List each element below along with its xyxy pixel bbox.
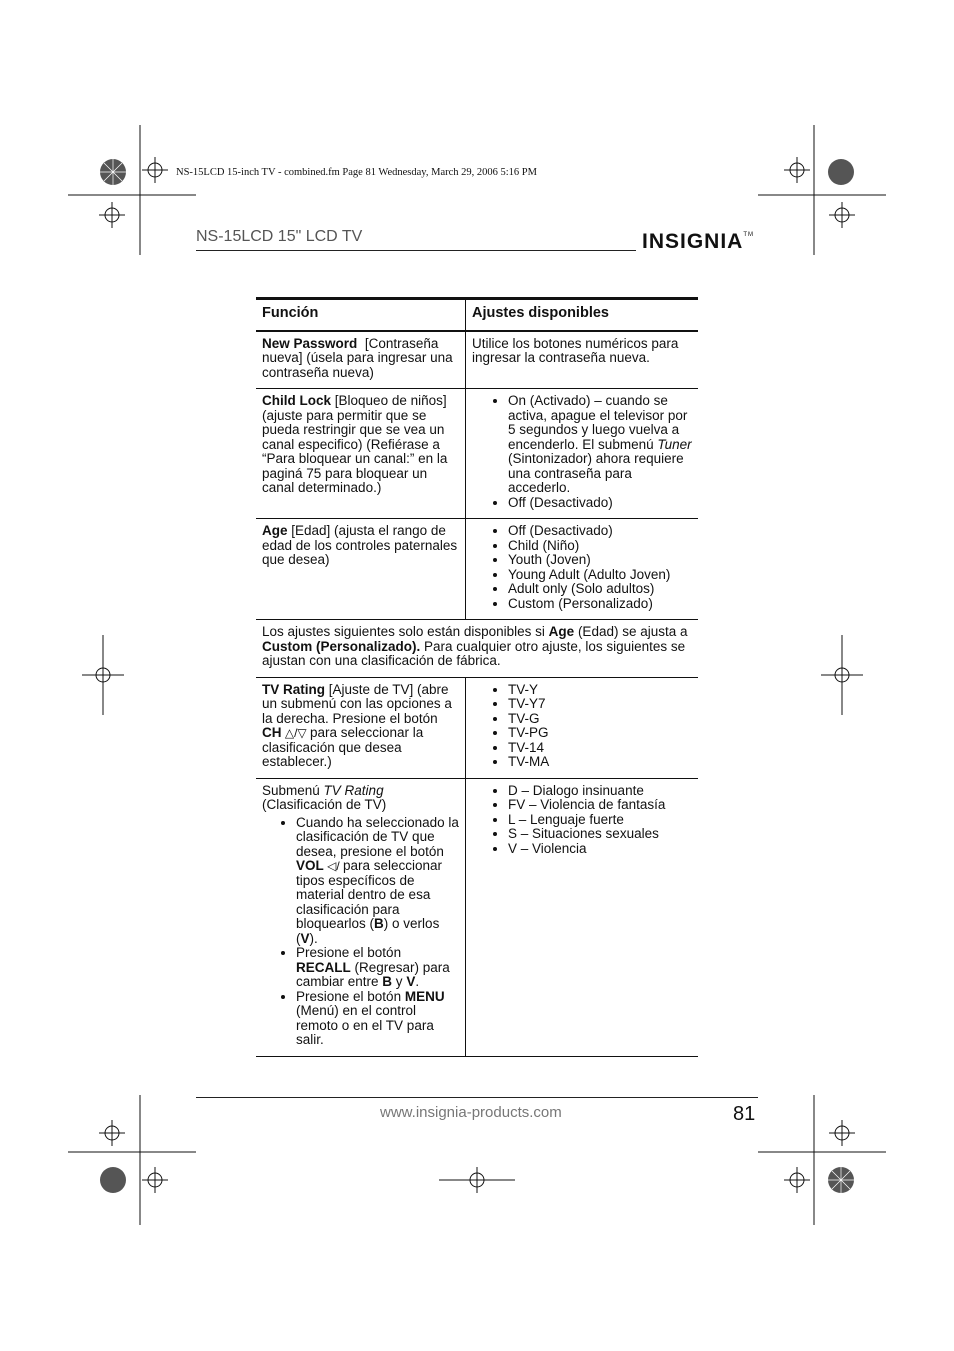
list-item: • Presione el botón RECALL (Regresar) para cambiar entre B y V. bbox=[296, 946, 459, 990]
list-item: • TV-Y7 bbox=[508, 697, 692, 712]
row-new-password-settings: Utilice los botones numéricos para ingresar la contraseña nueva. bbox=[466, 331, 699, 389]
print-slug: NS-15LCD 15-inch TV - combined.fm Page 81 Wednesday, March 29, 2006 5:16 PM bbox=[176, 167, 537, 178]
list-item: • S – Situaciones sexuales bbox=[508, 827, 692, 842]
settings-table bbox=[256, 297, 698, 1057]
row-child-lock-function: Child Lock [Bloqueo de niños] (ajuste para permitir que se pueda restringir que se vea un canal especifico) (Refiérase a “Para bloquear un canal:” en la paginá 75 para bloquear un canal determinado.) bbox=[256, 389, 466, 519]
list-item: • V – Violencia bbox=[508, 842, 692, 857]
table-row bbox=[256, 519, 698, 620]
list-item: • Young Adult (Adulto Joven) bbox=[508, 568, 692, 583]
header-rule bbox=[196, 250, 636, 251]
footer-url[interactable]: www.insignia-products.com bbox=[380, 1104, 562, 1121]
up-down-triangle-icon: △/▽ bbox=[281, 726, 310, 740]
row-submenu-settings bbox=[466, 778, 699, 1056]
row-submenu-function: Submenú TV Rating (Clasificación de TV) • Cuando ha seleccionado la clasificación de TV que desea, presione el botón VOL ◁/ para seleccionar tipos específicos de material dentro de esa clasificación para bloquearlos (B) o verlos (V). • Presione el botón RECALL (Regresar) para cambiar entre B y V. • Presione el botón MENU (Menú) en el control remoto o en el TV para salir. bbox=[256, 778, 466, 1056]
col-header-function: Función bbox=[256, 299, 466, 331]
row-tv-rating-function: TV Rating [Ajuste de TV] (abre un submenú con las opciones a la derecha. Presione el botón CH △/▽ para seleccionar la clasificación que desea establecer.) bbox=[256, 677, 466, 778]
row-child-lock-settings bbox=[466, 389, 699, 519]
table-row bbox=[256, 331, 698, 389]
row-age-function: Age [Edad] (ajusta el rango de edad de los controles paternales que desea) bbox=[256, 519, 466, 620]
list-item: • L – Lenguaje fuerte bbox=[508, 813, 692, 828]
row-note: Los ajustes siguientes solo están disponibles si Age (Edad) se ajusta a Custom (Personalizado). Para cualquier otro ajuste, los siguientes se ajustan con una clasificación de fábrica. bbox=[256, 620, 698, 678]
row-new-password-function: New Password [Contraseña nueva] (úsela para ingresar una contraseña nueva) bbox=[256, 331, 466, 389]
table-row bbox=[256, 389, 698, 519]
list-item: • TV-G bbox=[508, 712, 692, 727]
list-item: • Off (Desactivado) bbox=[508, 524, 692, 539]
list-item: • Presione el botón MENU (Menú) en el control remoto o en el TV para salir. bbox=[296, 990, 459, 1048]
page-number: 81 bbox=[733, 1103, 756, 1125]
logo-text: INSIGNIA bbox=[642, 230, 744, 253]
list-item: • TV-MA bbox=[508, 755, 692, 770]
table-row bbox=[256, 677, 698, 778]
col-header-settings: Ajustes disponibles bbox=[466, 299, 699, 331]
list-item: • D – Dialogo insinuante bbox=[508, 784, 692, 799]
row-tv-rating-settings bbox=[466, 677, 699, 778]
table-row bbox=[256, 778, 698, 1056]
list-item: • On (Activado) – cuando se activa, apague el televisor por 5 segundos y luego vuelva a encenderlo. El submenú Tuner (Sintonizador) ahora requiere una contraseña para accederlo. bbox=[508, 394, 692, 496]
list-item: • TV-14 bbox=[508, 741, 692, 756]
list-item: • FV – Violencia de fantasía bbox=[508, 798, 692, 813]
list-item: • Youth (Joven) bbox=[508, 553, 692, 568]
row-age-settings bbox=[466, 519, 699, 620]
list-item: • TV-PG bbox=[508, 726, 692, 741]
list-item: • Cuando ha seleccionado la clasificación de TV que desea, presione el botón VOL ◁/ para seleccionar tipos específicos de material dentro de esa clasificación para bloquearlos (B) o verlos (V). bbox=[296, 816, 459, 947]
list-item: • Adult only (Solo adultos) bbox=[508, 582, 692, 597]
header-title: NS-15LCD 15" LCD TV bbox=[196, 228, 363, 245]
list-item: • TV-Y bbox=[508, 683, 692, 698]
list-item: • Child (Niño) bbox=[508, 539, 692, 554]
list-item: • Custom (Personalizado) bbox=[508, 597, 692, 612]
left-triangle-icon: ◁/ bbox=[323, 859, 343, 873]
list-item: • Off (Desactivado) bbox=[508, 496, 692, 511]
brand-logo bbox=[642, 230, 754, 254]
table-row bbox=[256, 620, 698, 678]
logo-tm: TM bbox=[743, 232, 755, 238]
footer-rule bbox=[196, 1097, 758, 1098]
